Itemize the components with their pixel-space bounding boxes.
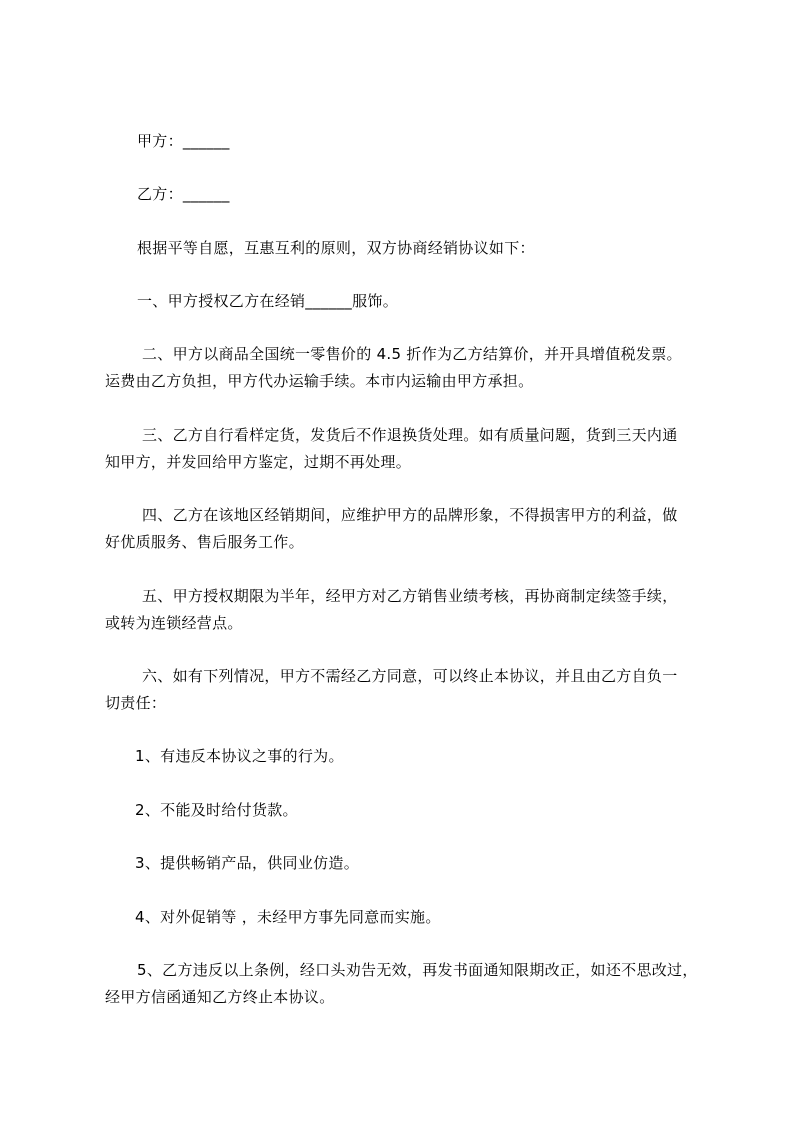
clause-6-line-2: 切责任： — [105, 694, 167, 712]
clause-4-line-1: 四、乙方在该地区经销期间，应维护甲方的品牌形象，不得损害甲方的利益，做 — [142, 506, 678, 524]
clause-3-line-2: 知甲方，并发回给甲方鉴定，过期不再处理。 — [105, 453, 412, 471]
clause-4-line-2: 好优质服务、售后服务工作。 — [105, 533, 304, 551]
list-item-5-line-1: 5、乙方违反以上条例，经口头劝告无效，再发书面通知限期改正，如还不思改过， — [137, 961, 698, 979]
list-item-4: 4、对外促销等 ，未经甲方事先同意而实施。 — [135, 908, 441, 926]
intro-paragraph: 根据平等自愿，互惠互利的原则，双方协商经销协议如下： — [137, 239, 535, 257]
clause-2-line-1: 二、甲方以商品全国统一零售价的 4.5 折作为乙方结算价，并开具增值税发票。 — [142, 345, 682, 363]
clause-1: 一、甲方授权乙方在经销______服饰。 — [137, 292, 399, 310]
clause-6-line-1: 六、如有下列情况，甲方不需经乙方同意，可以终止本协议，并且由乙方自负一 — [142, 667, 678, 685]
list-item-1: 1、有违反本协议之事的行为。 — [135, 747, 344, 765]
clause-2-line-2: 运费由乙方负担，甲方代办运输手续。本市内运输由甲方承担。 — [105, 372, 534, 390]
list-item-2: 2、不能及时给付货款。 — [135, 801, 298, 819]
list-item-3: 3、提供畅销产品，供同业仿造。 — [135, 854, 360, 872]
clause-5-line-1: 五、甲方授权期限为半年，经甲方对乙方销售业绩考核，再协商制定续签手续， — [142, 587, 678, 605]
clause-3-line-1: 三、乙方自行看样定货，发货后不作退换货处理。如有质量问题，货到三天内通 — [142, 426, 678, 444]
list-item-5-line-2: 经甲方信函通知乙方终止本协议。 — [105, 988, 335, 1006]
clause-5-line-2: 或转为连锁经营点。 — [105, 614, 243, 632]
party-a-line: 甲方：______ — [137, 132, 230, 150]
party-b-line: 乙方：______ — [137, 185, 230, 203]
